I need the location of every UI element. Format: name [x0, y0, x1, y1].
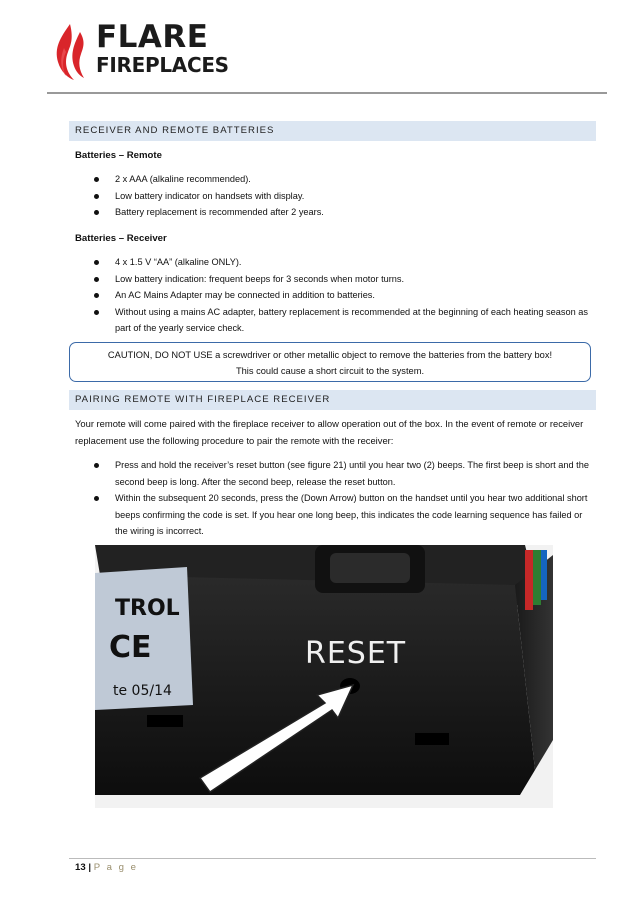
- section-title-pairing: PAIRING REMOTE WITH FIREPLACE RECEIVER: [69, 390, 596, 410]
- caution-line-1: CAUTION, DO NOT USE a screwdriver or other metallic object to remove the batteries from the battery box!: [107, 350, 553, 360]
- header-divider: [47, 92, 607, 94]
- list-item: Within the subsequent 20 seconds, press the (Down Arrow) button on the handset until you hear two additional short beeps confirming the code is set. If you hear one long beep, this indicates the code learning sequence has failed or the wiring is incorrect.: [75, 490, 595, 540]
- pairing-steps-list: [75, 457, 595, 540]
- list-item: Battery replacement is recommended after 2 years.: [75, 204, 595, 221]
- list-item: Press and hold the receiver’s reset button (see figure 21) until you hear two (2) beeps. The first beep is short and the second beep is long. After the second beep, release the reset button.: [75, 457, 595, 490]
- page-footer: [75, 862, 138, 873]
- sticker-brand-text: TROL: [115, 596, 180, 621]
- brand-name-line2: FIREPLACES: [96, 53, 229, 77]
- receiver-batteries-list: [75, 254, 595, 337]
- bullet-icon: [94, 277, 99, 282]
- footer-divider: [69, 858, 596, 859]
- receiver-reset-photo: [95, 545, 553, 808]
- receiver-batteries-heading: Batteries – Receiver: [75, 233, 167, 244]
- list-item: Without using a mains AC adapter, battery replacement is recommended at the beginning of each heating season as part of the yearly service check.: [75, 304, 595, 337]
- remote-batteries-list: [75, 171, 595, 221]
- page-number: 13: [75, 862, 86, 873]
- list-item: Low battery indicator on handsets with display.: [75, 188, 595, 205]
- reset-label: RESET: [305, 636, 407, 671]
- list-item: 2 x AAA (alkaline recommended).: [75, 171, 595, 188]
- section-title-batteries: RECEIVER AND REMOTE BATTERIES: [69, 121, 596, 141]
- footer-separator: |: [88, 862, 92, 873]
- list-item: Low battery indication: frequent beeps for 3 seconds when motor turns.: [75, 271, 595, 288]
- bullet-icon: [94, 210, 99, 215]
- bullet-icon: [94, 463, 99, 468]
- bullet-icon: [94, 194, 99, 199]
- bullet-icon: [94, 310, 99, 315]
- pairing-intro: Your remote will come paired with the fireplace receiver to allow operation out of the box. In the event of remote or receiver replacement use the following procedure to pair the remote with the receiver:: [75, 418, 584, 446]
- sticker-date-text: te 05/14: [113, 683, 172, 699]
- flame-icon: [52, 22, 90, 82]
- bullet-icon: [94, 177, 99, 182]
- bullet-icon: [94, 293, 99, 298]
- list-item: 4 x 1.5 V “AA” (alkaline ONLY).: [75, 254, 595, 271]
- bullet-icon: [94, 260, 99, 265]
- bullet-icon: [94, 496, 99, 501]
- ce-mark: CE: [109, 630, 152, 665]
- caution-line-2: This could cause a short circuit to the system.: [235, 366, 425, 376]
- brand-name-line1: FLARE: [96, 19, 209, 55]
- caution-box: [69, 342, 591, 382]
- remote-batteries-heading: Batteries – Remote: [75, 150, 162, 161]
- page-label: P a g e: [93, 862, 138, 873]
- list-item: An AC Mains Adapter may be connected in addition to batteries.: [75, 287, 595, 304]
- brand-logo: [52, 19, 229, 82]
